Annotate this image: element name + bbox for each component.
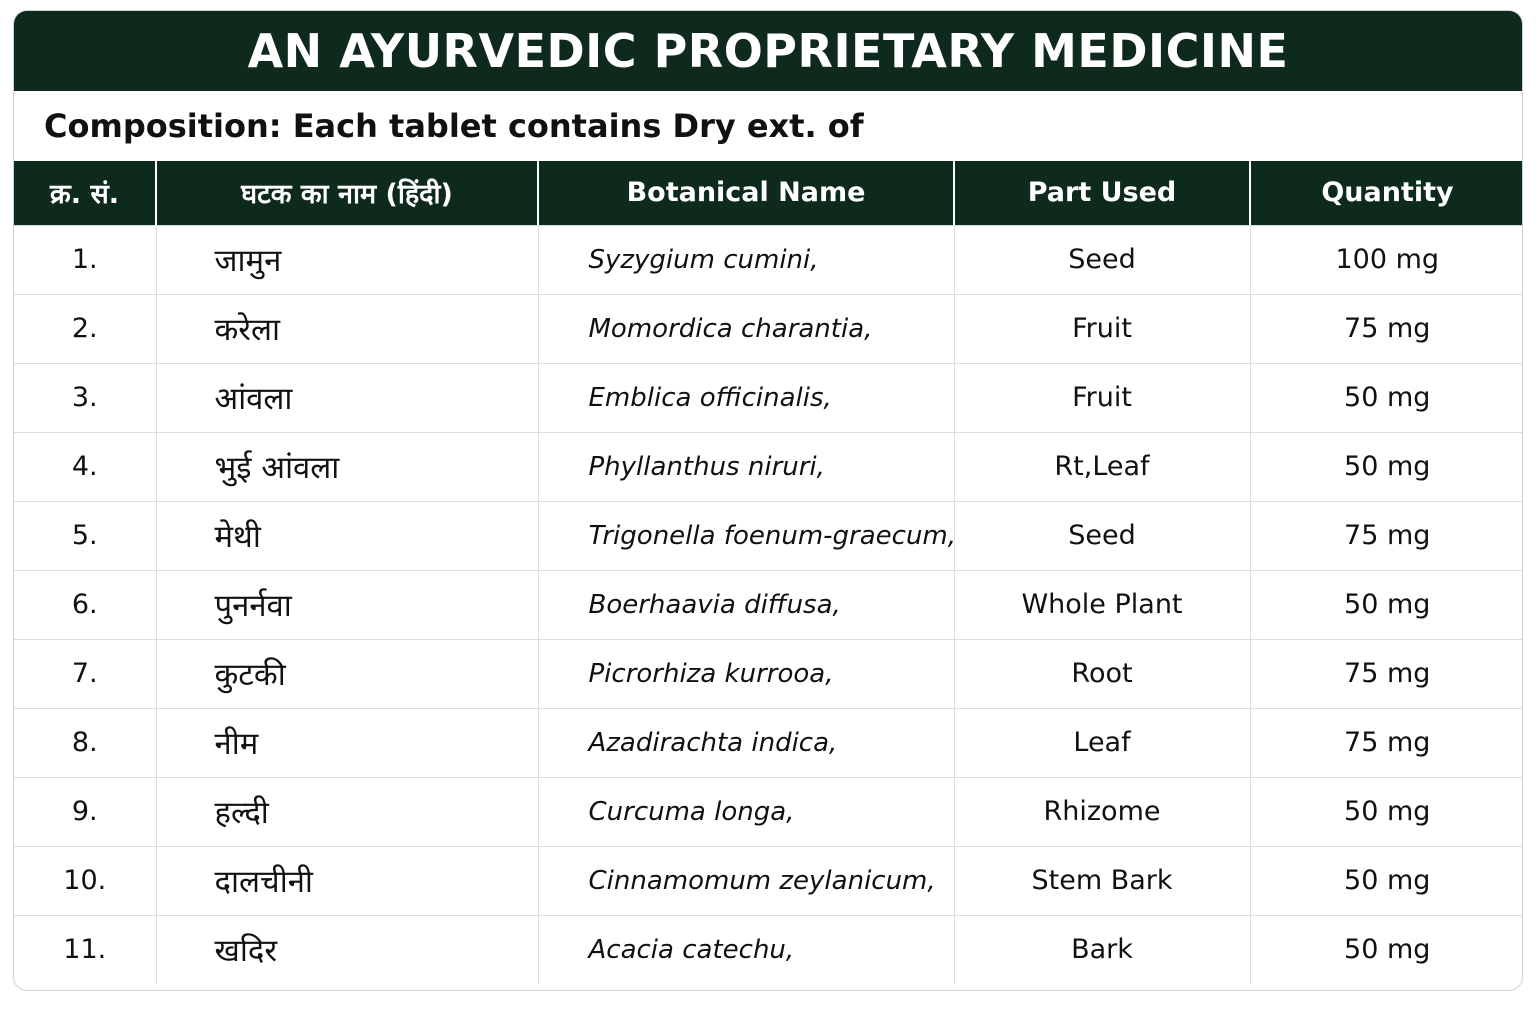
table-row bbox=[14, 432, 1523, 501]
header-botanical-name: Botanical Name bbox=[538, 161, 954, 225]
cell-part-used: Fruit bbox=[954, 294, 1250, 363]
cell-hindi-name: नीम bbox=[156, 708, 538, 777]
table-row bbox=[14, 915, 1523, 984]
header-serial: क्र. सं. bbox=[50, 179, 119, 211]
cell-quantity: 75 mg bbox=[1250, 294, 1523, 363]
cell-part-used: Stem Bark bbox=[954, 846, 1250, 915]
header-part-used: Part Used bbox=[954, 161, 1250, 225]
composition-table bbox=[14, 161, 1523, 984]
composition-line: Composition: Each tablet contains Dry ext. of bbox=[44, 107, 864, 145]
table-row bbox=[14, 639, 1523, 708]
table-row bbox=[14, 363, 1523, 432]
table-header bbox=[14, 161, 1523, 225]
cell-hindi-name: हल्दी bbox=[156, 777, 538, 846]
cell-part-used: Seed bbox=[954, 501, 1250, 570]
cell-part-used: Rhizome bbox=[954, 777, 1250, 846]
table-row bbox=[14, 570, 1523, 639]
table-header-row bbox=[14, 161, 1523, 225]
cell-hindi-name: दालचीनी bbox=[156, 846, 538, 915]
cell-botanical-name: Momordica charantia, bbox=[538, 294, 954, 363]
cell-serial: 5. bbox=[14, 501, 156, 570]
cell-hindi-name: खदिर bbox=[156, 915, 538, 984]
cell-quantity: 75 mg bbox=[1250, 708, 1523, 777]
cell-part-used: Rt,Leaf bbox=[954, 432, 1250, 501]
cell-serial: 2. bbox=[14, 294, 156, 363]
cell-serial: 3. bbox=[14, 363, 156, 432]
cell-serial: 10. bbox=[14, 846, 156, 915]
header-hindi-name: घटक का नाम (हिंदी) bbox=[156, 161, 538, 225]
cell-serial: 7. bbox=[14, 639, 156, 708]
cell-botanical-name: Phyllanthus niruri, bbox=[538, 432, 954, 501]
cell-hindi-name: करेला bbox=[156, 294, 538, 363]
cell-part-used: Fruit bbox=[954, 363, 1250, 432]
cell-part-used: Whole Plant bbox=[954, 570, 1250, 639]
cell-part-used: Seed bbox=[954, 225, 1250, 294]
cell-botanical-name: Boerhaavia diffusa, bbox=[538, 570, 954, 639]
cell-quantity: 75 mg bbox=[1250, 639, 1523, 708]
cell-botanical-name: Azadirachta indica, bbox=[538, 708, 954, 777]
cell-part-used: Bark bbox=[954, 915, 1250, 984]
cell-quantity: 75 mg bbox=[1250, 501, 1523, 570]
table-row bbox=[14, 501, 1523, 570]
cell-quantity: 50 mg bbox=[1250, 777, 1523, 846]
title-bar bbox=[14, 11, 1522, 91]
table-row bbox=[14, 294, 1523, 363]
cell-serial: 6. bbox=[14, 570, 156, 639]
cell-botanical-name: Picrorhiza kurrooa, bbox=[538, 639, 954, 708]
cell-quantity: 50 mg bbox=[1250, 846, 1523, 915]
cell-part-used: Root bbox=[954, 639, 1250, 708]
cell-hindi-name: भुई आंवला bbox=[156, 432, 538, 501]
cell-botanical-name: Cinnamomum zeylanicum, bbox=[538, 846, 954, 915]
cell-part-used: Leaf bbox=[954, 708, 1250, 777]
composition-card bbox=[13, 10, 1523, 991]
cell-serial: 1. bbox=[14, 225, 156, 294]
cell-botanical-name: Emblica officinalis, bbox=[538, 363, 954, 432]
cell-hindi-name: आंवला bbox=[156, 363, 538, 432]
cell-quantity: 50 mg bbox=[1250, 432, 1523, 501]
cell-hindi-name: पुनर्नवा bbox=[156, 570, 538, 639]
cell-hindi-name: मेथी bbox=[156, 501, 538, 570]
table-row bbox=[14, 846, 1523, 915]
table-row bbox=[14, 225, 1523, 294]
cell-serial: 4. bbox=[14, 432, 156, 501]
header-quantity: Quantity bbox=[1250, 161, 1523, 225]
cell-quantity: 100 mg bbox=[1250, 225, 1523, 294]
cell-hindi-name: जामुन bbox=[156, 225, 538, 294]
cell-botanical-name: Trigonella foenum-graecum, bbox=[538, 501, 954, 570]
cell-serial: 8. bbox=[14, 708, 156, 777]
cell-botanical-name: Syzygium cumini, bbox=[538, 225, 954, 294]
table-row bbox=[14, 777, 1523, 846]
cell-serial: 11. bbox=[14, 915, 156, 984]
cell-botanical-name: Curcuma longa, bbox=[538, 777, 954, 846]
table-body bbox=[14, 225, 1523, 984]
page-title: AN AYURVEDIC PROPRIETARY MEDICINE bbox=[247, 24, 1289, 78]
cell-botanical-name: Acacia catechu, bbox=[538, 915, 954, 984]
cell-quantity: 50 mg bbox=[1250, 915, 1523, 984]
cell-hindi-name: कुटकी bbox=[156, 639, 538, 708]
cell-serial: 9. bbox=[14, 777, 156, 846]
cell-quantity: 50 mg bbox=[1250, 570, 1523, 639]
cell-quantity: 50 mg bbox=[1250, 363, 1523, 432]
table-row bbox=[14, 708, 1523, 777]
